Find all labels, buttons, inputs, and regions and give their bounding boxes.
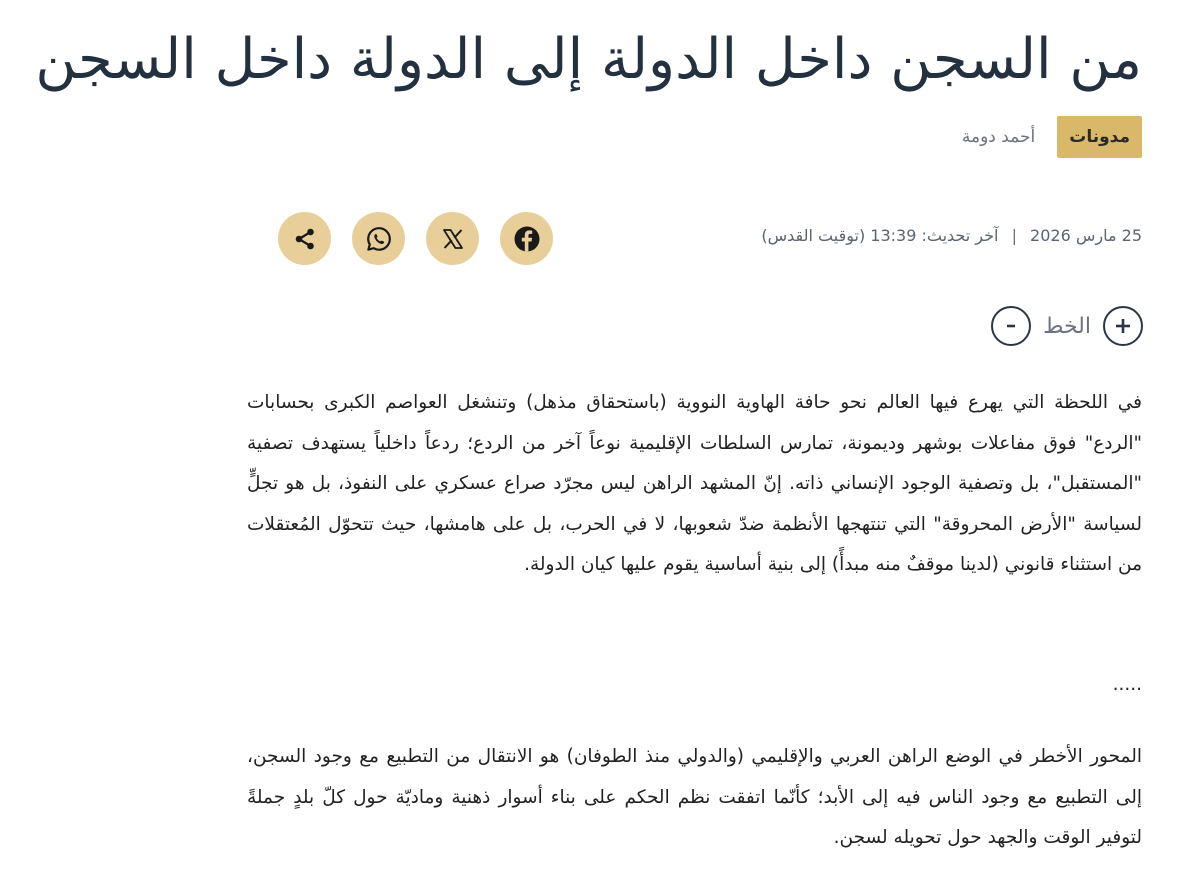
article-ellipsis: .....	[1112, 674, 1142, 695]
last-updated: آخر تحديث: 13:39 (توقيت القدس)	[761, 226, 999, 245]
share-icon	[293, 227, 317, 251]
x-share-button[interactable]	[426, 212, 479, 265]
minus-icon	[1004, 319, 1018, 333]
whatsapp-icon	[365, 225, 393, 253]
article-paragraph: المحور الأخطر في الوضع الراهن العربي والإقليمي (والدولي منذ الطوفان) هو الانتقال من التطبيع مع وجود السجن، إلى التطبيع مع وجود الناس فيه إلى الأبد؛ كأنّما اتفقت نظم الحكم على بناء أسوار ذهنية وماديّة حول كلّ بلدٍ جملةً لتوفير الوقت والجهد حول تحويله لسجن.	[247, 746, 1142, 848]
author-link[interactable]: أحمد دومة	[961, 127, 1036, 147]
date-line	[761, 226, 1142, 245]
article-paragraph: في اللحظة التي يهرع فيها العالم نحو حافة الهاوية النووية (باستحقاق مذهل) وتنشغل العواصم الكبرى بحسابات "الردع" فوق مفاعلات بوشهر وديمونة، تمارس السلطات الإقليمية نوعاً آخر من الردع؛ ردعاً داخلياً يستهدف تصفية "المستقبل"، بل وتصفية الوجود الإنساني ذاته. إنّ المشهد الراهن ليس مجرّد صراع عسكري على النفوذ، بل هو تجلٍّ لسياسة "الأرض المحروقة" التي تنتهجها الأنظمة ضدّ شعوبها، لا في الحرب، بل على هامشها، حيث تتحوّل المُعتقلات من استثناء قانوني (لدينا موقفٌ منه مبدأً) إلى بنية أساسية يقوم عليها كيان الدولة.	[247, 392, 1142, 575]
date-separator: |	[1011, 226, 1017, 245]
facebook-share-button[interactable]	[500, 212, 553, 265]
share-bar	[278, 212, 553, 265]
font-decrease-button[interactable]	[991, 306, 1031, 346]
category-badge[interactable]: مدونات	[1057, 116, 1142, 158]
x-icon	[442, 228, 464, 250]
font-size-controls	[991, 305, 1143, 347]
page-title: من السجن داخل الدولة إلى الدولة داخل السجن	[35, 27, 1142, 92]
article-meta	[962, 115, 1142, 159]
plus-icon	[1114, 317, 1132, 335]
share-button[interactable]	[278, 212, 331, 265]
publish-date: 25 مارس 2026	[1030, 226, 1142, 245]
facebook-icon	[513, 225, 541, 253]
whatsapp-share-button[interactable]	[352, 212, 405, 265]
font-increase-button[interactable]	[1103, 306, 1143, 346]
font-label: الخط	[1043, 313, 1091, 339]
